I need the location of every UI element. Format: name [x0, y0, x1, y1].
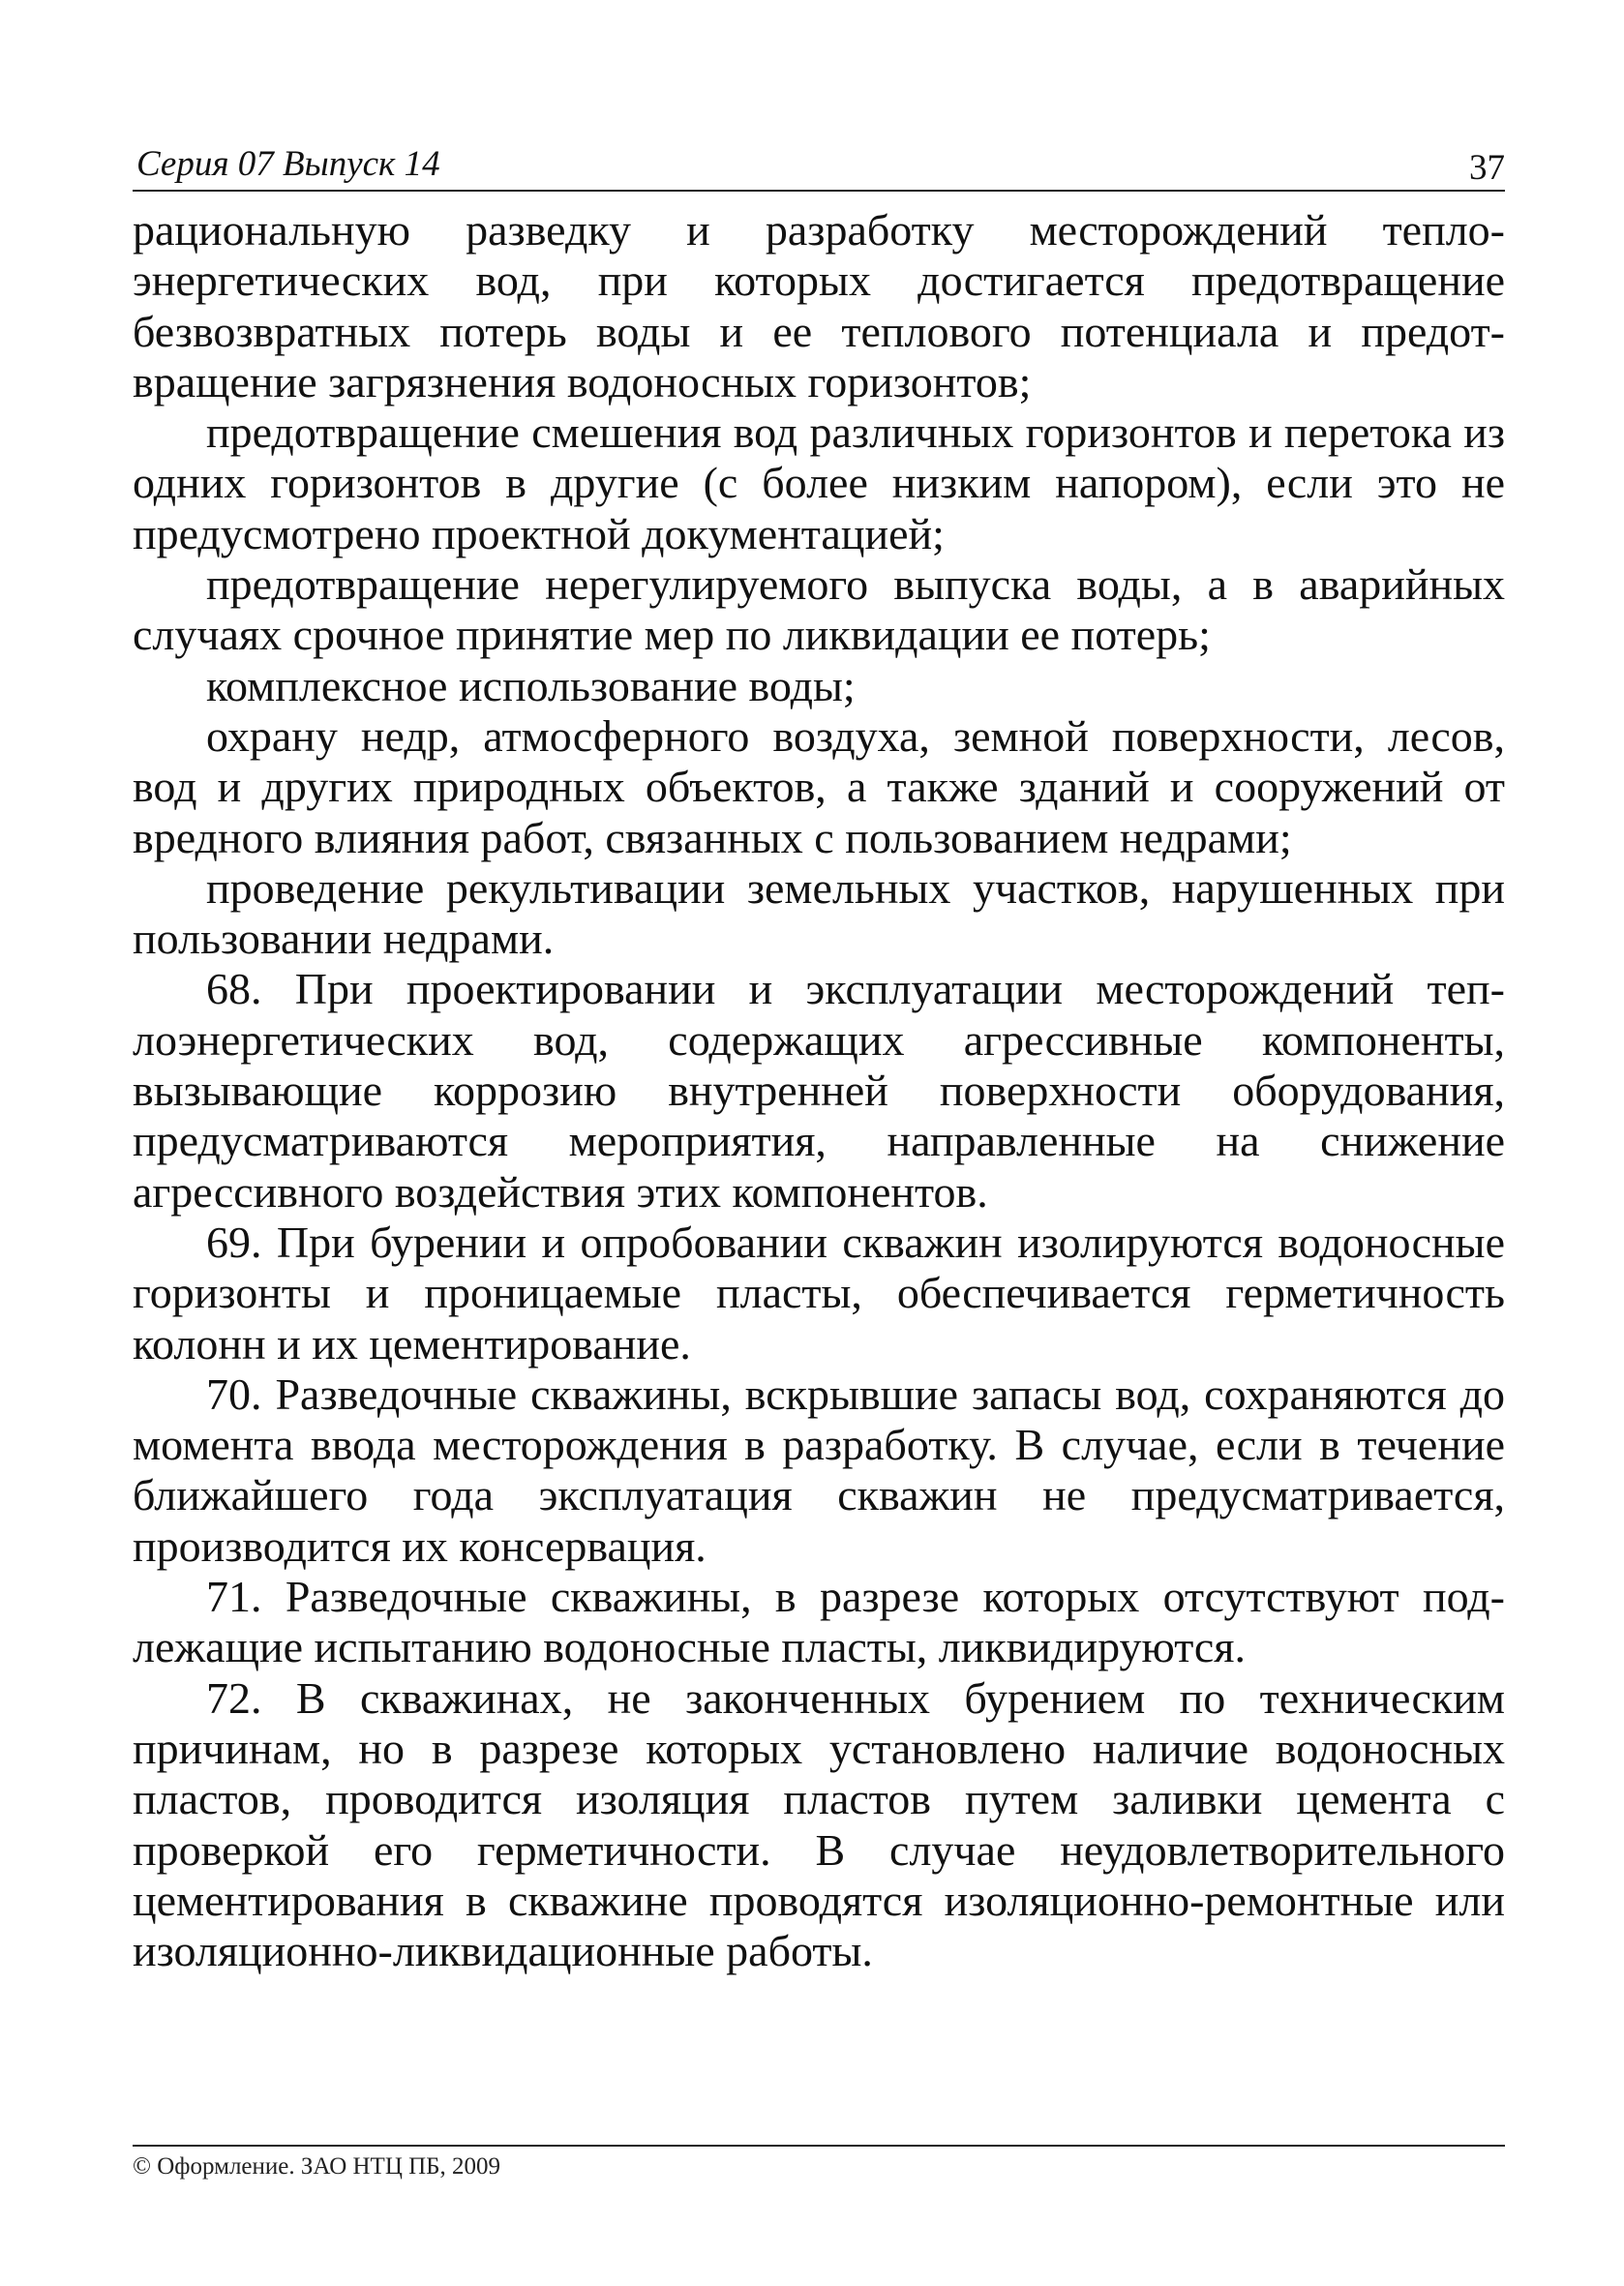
page-number: 37 — [1469, 148, 1505, 188]
paragraph-protection: охрану недр, атмосферного воздуха, земной поверхности, лесов, вод и других природных объектов, а также зданий и сооружений от вредного влияния работ, связанных с пользованием недрами; — [133, 710, 1505, 862]
series-title: Серия 07 Выпуск 14 — [136, 144, 440, 184]
running-header — [133, 145, 1505, 192]
paragraph-item-69: 69. При бурении и опробовании скважин изолируются водоносные горизонты и проницаемые пласты, обеспечивается герметичность колонн и их цементирование. — [133, 1217, 1505, 1369]
paragraph-rational-exploration: рациональную разведку и разработку месторождений теплоэнергетических вод, при которых достигается предотвращение безвозвратных потерь воды и ее теплового потенциала и предотвращение загрязнения водоносных горизонтов; — [133, 205, 1505, 406]
paragraph-item-71: 71. Разведочные скважины, в разрезе которых отсутствуют подлежащие испытанию водоносные пласты, ликвидируются. — [133, 1572, 1505, 1672]
footer-divider — [133, 2145, 1505, 2147]
paragraph-item-70: 70. Разведочные скважины, вскрывшие запасы вод, сохраняются до момента ввода месторождения в разработку. В случае, если в течение ближайшего года эксплуатация скважин не предусматривается, производится их консервация. — [133, 1369, 1505, 1571]
body-text — [133, 205, 1505, 1976]
paragraph-release-prevention: предотвращение нерегулируемого выпуска воды, а в аварийных случаях срочное принятие мер по ликвидации ее потерь; — [133, 559, 1505, 660]
paragraph-item-72: 72. В скважинах, не законченных бурением по техническим причинам, но в разрезе которых установлено наличие водоносных пластов, проводится изоляция пластов путем заливки цемента с проверкой его герметичности. В случае неудовлетворительного цементирования в скважине проводятся изоляционно-ремонтные или изоляционно-ликвидационные работы. — [133, 1672, 1505, 1976]
paragraph-complex-use: комплексное использование воды; — [206, 660, 856, 710]
footer-copyright: © Оформление. ЗАО НТЦ ПБ, 2009 — [133, 2153, 501, 2180]
paragraph-item-68: 68. При проектировании и эксплуатации месторождений теплоэнергетических вод, содержащих агрессивные компоненты, вызывающие коррозию внутренней поверхности оборудования, предусматриваются мероприятия, направленные на снижение агрессивного воздействия этих компонентов. — [133, 964, 1505, 1217]
paragraph-mixing-prevention: предотвращение смешения вод различных горизонтов и перетока из одних горизонтов в другие (с более низким напором), если это не предусмотрено проектной документацией; — [133, 407, 1505, 558]
paragraph-recultivation: проведение рекультивации земельных участков, нарушенных при пользовании недрами. — [133, 862, 1505, 964]
document-page — [133, 145, 1505, 1976]
